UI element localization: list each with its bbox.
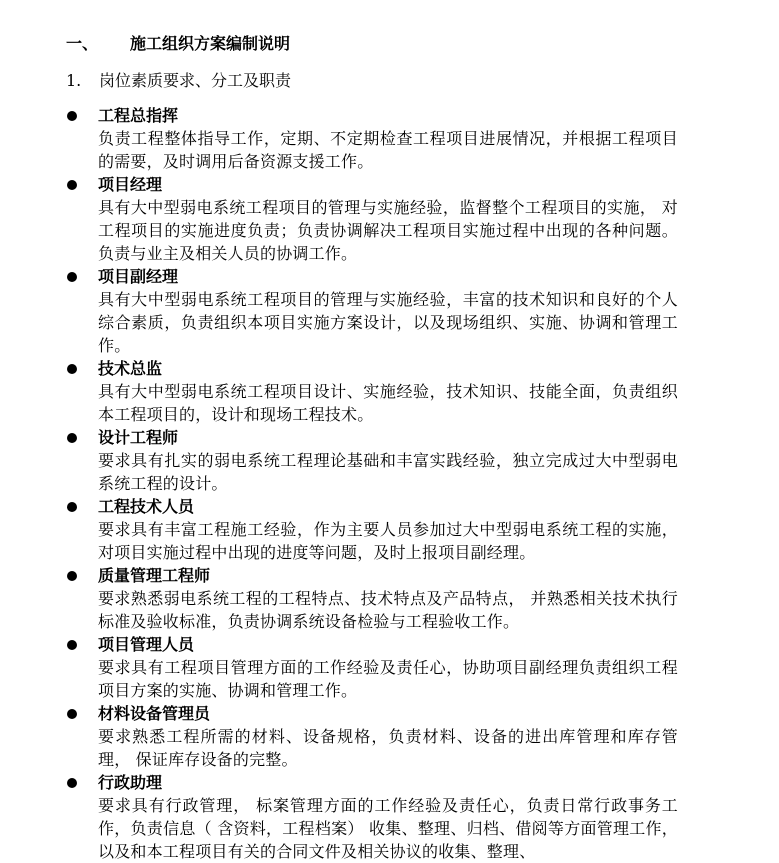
bullet-icon — [67, 364, 77, 374]
role-list — [0, 104, 779, 863]
role-description: 要求具有行政管理， 标案管理方面的工作经验及责任心，负责日常行政事务工作，负责信息（ 含资料，工程档案） 收集、整理、归档、借阅等方面管理工作， 以及和本工程项目有关的合同文件及相关协议的收集、整理、 — [98, 796, 678, 861]
role-title — [0, 265, 779, 288]
section-heading — [66, 30, 290, 58]
section-number: 一、 — [66, 34, 99, 53]
role-title-text: 行政助理 — [98, 773, 163, 792]
role-item — [0, 357, 779, 426]
role-title-text: 工程总指挥 — [98, 106, 179, 125]
bullet-icon — [67, 180, 77, 190]
subsection-title: 岗位素质要求、分工及职责 — [99, 71, 292, 90]
role-description: 负责工程整体指导工作，定期、不定期检查工程项目进展情况，并根据工程项目的需要，及时调用后备资源支援工作。 — [98, 129, 678, 171]
bullet-icon — [67, 640, 77, 650]
role-title-text: 项目管理人员 — [98, 635, 195, 654]
role-item — [0, 564, 779, 633]
role-title — [0, 633, 779, 656]
role-description: 要求熟悉弱电系统工程的工程特点、技术特点及产品特点， 并熟悉相关技术执行标准及验收标准，负责协调系统设备检验与工程验收工作。 — [98, 589, 678, 631]
role-item — [0, 265, 779, 357]
role-title-text: 项目经理 — [98, 175, 163, 194]
role-description: 具有大中型弱电系统工程项目的管理与实施经验，丰富的技术知识和良好的个人综合素质，负责组织本项目实施方案设计，以及现场组织、实施、协调和管理工作。 — [98, 290, 678, 355]
role-item — [0, 633, 779, 702]
bullet-icon — [67, 433, 77, 443]
bullet-icon — [67, 709, 77, 719]
role-title — [0, 357, 779, 380]
role-description: 要求熟悉工程所需的材料、设备规格，负责材料、设备的进出库管理和库存管理， 保证库存设备的完整。 — [98, 727, 678, 769]
role-item — [0, 173, 779, 265]
section-title: 施工组织方案编制说明 — [130, 34, 291, 53]
bullet-icon — [67, 272, 77, 282]
role-item — [0, 702, 779, 771]
role-item — [0, 771, 779, 863]
role-title-text: 项目副经理 — [98, 267, 179, 286]
role-description: 要求具有丰富工程施工经验，作为主要人员参加过大中型弱电系统工程的实施，对项目实施过程中出现的进度等问题，及时上报项目副经理。 — [98, 520, 678, 562]
role-title-text: 质量管理工程师 — [98, 566, 211, 585]
bullet-icon — [67, 778, 77, 788]
role-item — [0, 495, 779, 564]
role-title — [0, 426, 779, 449]
role-title — [0, 495, 779, 518]
subsection-number: 1. — [66, 71, 82, 90]
role-title — [0, 104, 779, 127]
role-description: 具有大中型弱电系统工程项目的管理与实施经验，监督整个工程项目的实施， 对工程项目的实施进度负责；负责协调解决工程项目实施过程中出现的各种问题。负责与业主及相关人员的协调工作。 — [98, 198, 678, 263]
role-description: 具有大中型弱电系统工程项目设计、实施经验，技术知识、技能全面，负责组织本工程项目的，设计和现场工程技术。 — [98, 382, 678, 424]
subsection-heading — [66, 67, 291, 95]
bullet-icon — [67, 111, 77, 121]
role-item — [0, 104, 779, 173]
role-description: 要求具有扎实的弱电系统工程理论基础和丰富实践经验，独立完成过大中型弱电系统工程的设计。 — [98, 451, 678, 493]
role-title-text: 设计工程师 — [98, 428, 179, 447]
role-item — [0, 426, 779, 495]
role-title-text: 技术总监 — [98, 359, 163, 378]
bullet-icon — [67, 502, 77, 512]
role-title — [0, 173, 779, 196]
role-title-text: 工程技术人员 — [98, 497, 195, 516]
role-description: 要求具有工程项目管理方面的工作经验及责任心，协助项目副经理负责组织工程项目方案的实施、协调和管理工作。 — [98, 658, 678, 700]
role-title — [0, 564, 779, 587]
role-title-text: 材料设备管理员 — [98, 704, 211, 723]
role-title — [0, 702, 779, 725]
bullet-icon — [67, 571, 77, 581]
role-title — [0, 771, 779, 794]
